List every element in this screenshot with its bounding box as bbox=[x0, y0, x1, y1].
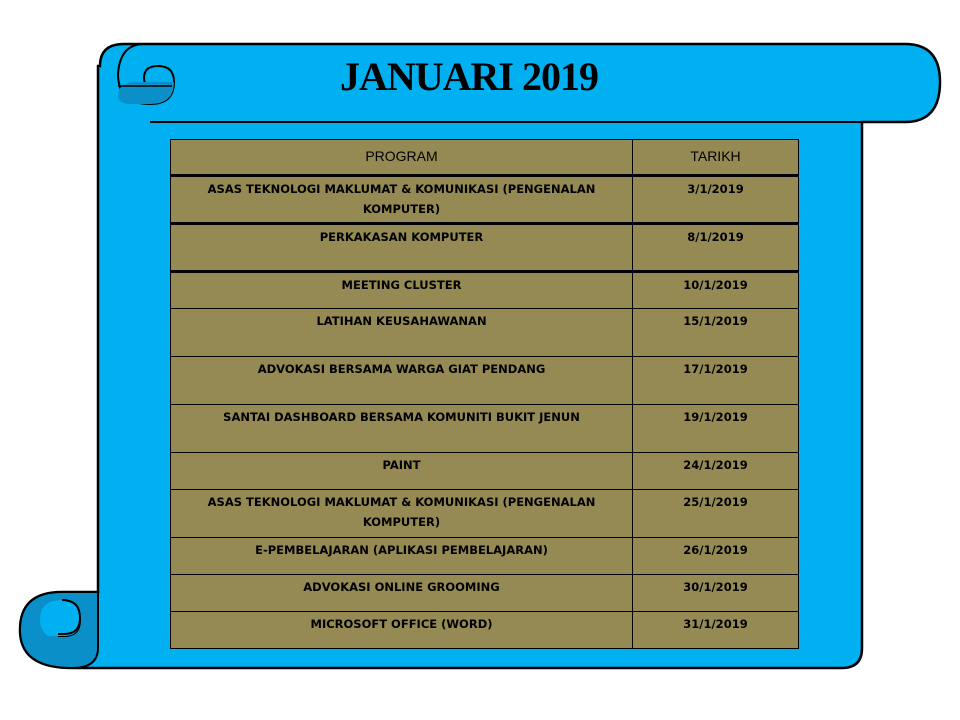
row-program: ASAS TEKNOLOGI MAKLUMAT & KOMUNIKASI (PENGENALAN KOMPUTER) bbox=[171, 490, 633, 538]
row-program: SANTAI DASHBOARD BERSAMA KOMUNITI BUKIT JENUN bbox=[171, 405, 633, 453]
table-row bbox=[171, 309, 799, 357]
row-date: 8/1/2019 bbox=[633, 224, 799, 272]
header-program: PROGRAM bbox=[171, 140, 633, 176]
row-date: 26/1/2019 bbox=[633, 538, 799, 575]
row-program: PAINT bbox=[171, 453, 633, 490]
table-row bbox=[171, 176, 799, 224]
row-program: LATIHAN KEUSAHAWANAN bbox=[171, 309, 633, 357]
table-row bbox=[171, 453, 799, 490]
row-program: E-PEMBELAJARAN (APLIKASI PEMBELAJARAN) bbox=[171, 538, 633, 575]
row-program: ADVOKASI ONLINE GROOMING bbox=[171, 575, 633, 612]
table-header-row bbox=[171, 140, 799, 176]
row-date: 31/1/2019 bbox=[633, 612, 799, 649]
schedule-table bbox=[170, 139, 799, 649]
table-row bbox=[171, 538, 799, 575]
row-date: 24/1/2019 bbox=[633, 453, 799, 490]
row-program: PERKAKASAN KOMPUTER bbox=[171, 224, 633, 272]
row-program: MICROSOFT OFFICE (WORD) bbox=[171, 612, 633, 649]
table-row bbox=[171, 224, 799, 272]
row-date: 30/1/2019 bbox=[633, 575, 799, 612]
row-date: 25/1/2019 bbox=[633, 490, 799, 538]
row-date: 3/1/2019 bbox=[633, 176, 799, 224]
row-program: ASAS TEKNOLOGI MAKLUMAT & KOMUNIKASI (PENGENALAN KOMPUTER) bbox=[171, 176, 633, 224]
row-date: 17/1/2019 bbox=[633, 357, 799, 405]
table-row bbox=[171, 490, 799, 538]
table-row bbox=[171, 575, 799, 612]
row-date: 19/1/2019 bbox=[633, 405, 799, 453]
row-date: 15/1/2019 bbox=[633, 309, 799, 357]
table-row bbox=[171, 357, 799, 405]
row-program: MEETING CLUSTER bbox=[171, 272, 633, 309]
table-row bbox=[171, 405, 799, 453]
table-row bbox=[171, 612, 799, 649]
header-date: TARIKH bbox=[633, 140, 799, 176]
table-row bbox=[171, 272, 799, 309]
row-date: 10/1/2019 bbox=[633, 272, 799, 309]
row-program: ADVOKASI BERSAMA WARGA GIAT PENDANG bbox=[171, 357, 633, 405]
page-title: JANUARI 2019 bbox=[340, 54, 598, 99]
